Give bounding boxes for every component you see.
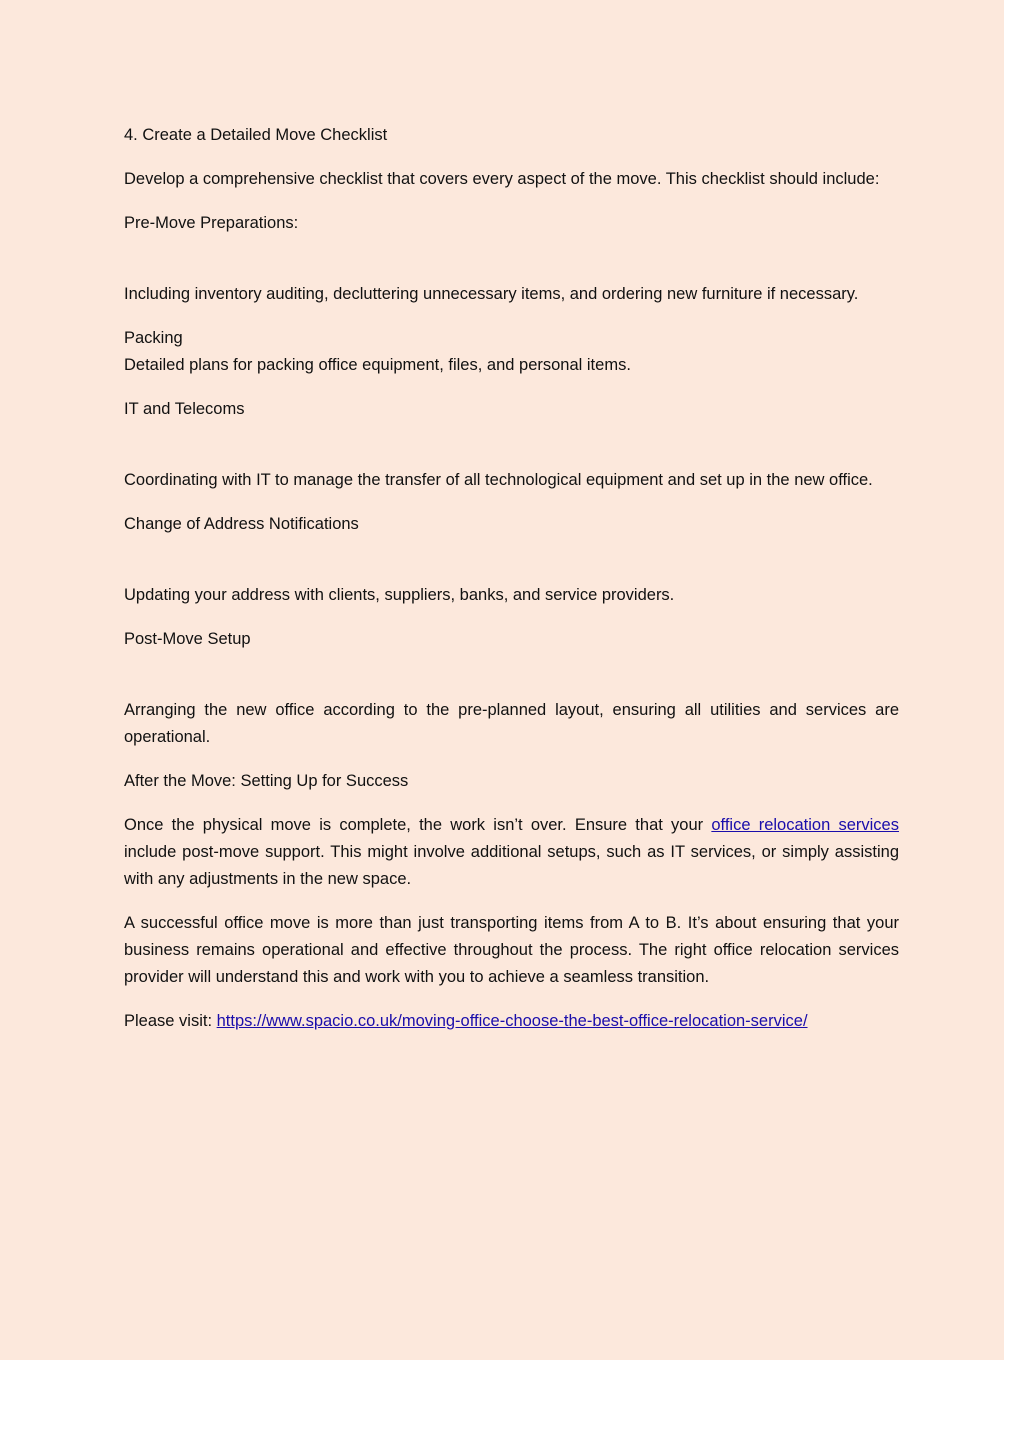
document-content [124, 122, 899, 1052]
section-heading: 4. Create a Detailed Move Checklist [124, 126, 388, 144]
address-change-body: Updating your address with clients, suppliers, banks, and service providers. [124, 586, 675, 604]
post-move-title: Post-Move Setup [124, 630, 251, 648]
after-move-text-start: Once the physical move is complete, the work isn’t over. Ensure that your [124, 816, 712, 834]
it-telecoms-body: Coordinating with IT to manage the transfer of all technological equipment and set up in the new office. [124, 471, 873, 489]
after-move-heading: After the Move: Setting Up for Success [124, 772, 409, 790]
post-move-body: Arranging the new office according to the pre-planned layout, ensuring all utilities and services are operational. [124, 701, 899, 746]
after-move-paragraph [124, 812, 899, 893]
visit-line [124, 1008, 899, 1035]
visit-url-link[interactable]: https://www.spacio.co.uk/moving-office-choose-the-best-office-relocation-service/ [216, 1012, 808, 1030]
visit-label: Please visit: [124, 1012, 217, 1030]
address-change-title: Change of Address Notifications [124, 515, 359, 533]
pre-move-title: Pre-Move Preparations: [124, 214, 299, 232]
intro-paragraph: Develop a comprehensive checklist that covers every aspect of the move. This checklist should include: [124, 170, 880, 188]
office-relocation-services-link[interactable]: office relocation services [711, 816, 899, 834]
pre-move-body: Including inventory auditing, decluttering unnecessary items, and ordering new furniture if necessary. [124, 285, 859, 303]
after-move-text-end: include post-move support. This might involve additional setups, such as IT services, or simply assisting with any adjustments in the new space. [124, 843, 899, 888]
it-telecoms-title: IT and Telecoms [124, 400, 245, 418]
packing-title: Packing [124, 329, 183, 347]
closing-paragraph: A successful office move is more than just transporting items from A to B. It’s about ensuring that your business remains operational and effective throughout the process. The right office relocation services provider will understand this and work with you to achieve a seamless transition. [124, 914, 899, 986]
packing-body: Detailed plans for packing office equipment, files, and personal items. [124, 356, 631, 374]
